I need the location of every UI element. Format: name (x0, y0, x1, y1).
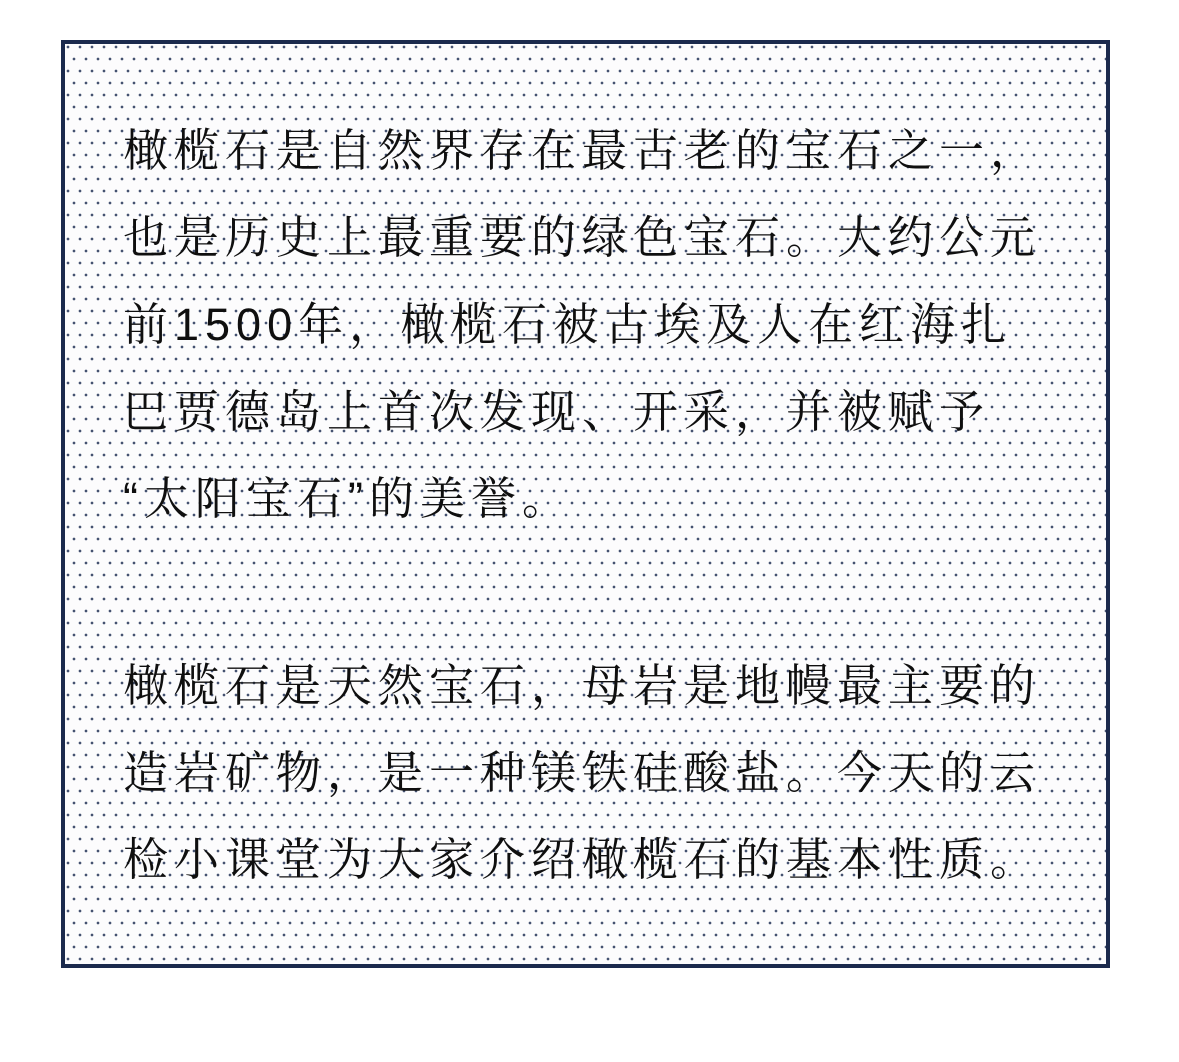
text-line: 橄榄石是自然界存在最古老的宝石之一， (123, 125, 1042, 176)
text-line: 检小课堂为大家介绍橄榄石的基本性质。 (123, 834, 1042, 885)
paragraph-mineralogy (123, 642, 1056, 903)
paragraph-history (123, 107, 1056, 542)
text-line: “太阳宝石”的美誉。 (123, 473, 573, 524)
text-line: 巴贾德岛上首次发现、开采，并被赋予 (123, 386, 991, 437)
text-line: 造岩矿物，是一种镁铁硅酸盐。今天的云 (123, 747, 1042, 798)
text-line: 前1500年，橄榄石被古埃及人在红海扎 (123, 299, 1013, 350)
text-line: 也是历史上最重要的绿色宝石。大约公元 (123, 212, 1042, 263)
article-content (65, 44, 1106, 903)
text-line: 橄榄石是天然宝石，母岩是地幔最主要的 (123, 660, 1042, 711)
bordered-dotted-frame (61, 40, 1110, 968)
